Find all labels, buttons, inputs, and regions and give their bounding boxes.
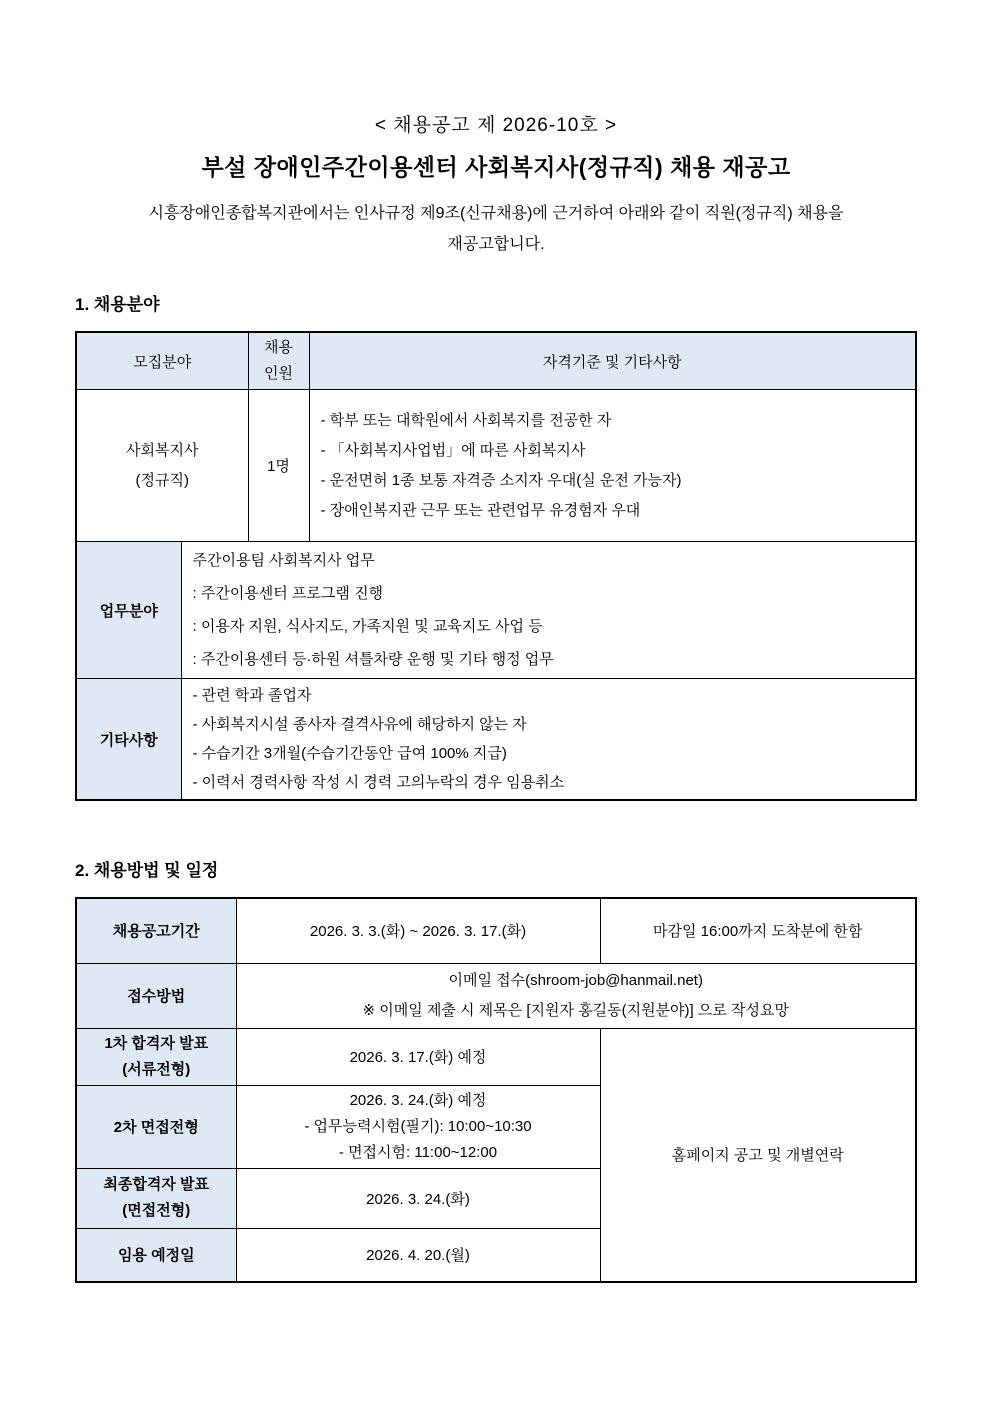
notice-number: < 채용공고 제 2026-10호 > [374,115,618,136]
notify-method-cell: 홈페이지 공고 및 개별연락 [600,1028,916,1282]
final-result-value: 2026. 3. 24.(화) [236,1168,600,1228]
recruitment-table [75,331,917,801]
final-result-label-line-2: (면접전형) [122,1202,191,1219]
qualification-item: - 「사회복지사업법」에 따른 사회복지사 [320,441,586,459]
second-interview-label: 2차 면접전형 [76,1085,236,1168]
position-cell [76,390,248,542]
headcount-cell: 1명 [248,390,309,542]
apply-method-line-1: 이메일 접수(shroom-job@hanmail.net) [448,971,703,989]
apply-method-line-2: ※ 이메일 제출 시 제목은 [지원자 홍길동(지원분야)] 으로 작성요망 [362,1001,789,1019]
document-content [75,0,917,1283]
duty-content-cell [181,542,916,679]
second-interview-line-1: 2026. 3. 24.(화) 예정 [349,1091,487,1109]
appointment-label: 임용 예정일 [76,1228,236,1282]
recruitment-table-header-row [76,332,916,390]
announce-period-value: 2026. 3. 3.(화) ~ 2026. 3. 17.(화) [236,898,600,963]
final-result-label-line-1: 최종합격자 발표 [103,1176,210,1193]
etc-item: - 관련 학과 졸업자 [192,687,312,704]
first-result-label [76,1028,236,1085]
duty-item: 주간이용팀 사회복지사 업무 [192,552,375,569]
announce-period-label: 채용공고기간 [76,898,236,963]
intro-paragraph [75,198,917,260]
qualifications-cell [309,390,916,542]
position-line-2: (정규직) [135,471,189,489]
duty-row [76,542,916,679]
etc-item: - 수습기간 3개월(수습기간동안 급여 100% 지급) [192,745,507,762]
duty-item: : 이용자 지원, 식사지도, 가족지원 및 교육지도 사업 등 [192,618,543,635]
apply-method-content [236,963,916,1028]
apply-method-label: 접수방법 [76,963,236,1028]
second-interview-line-3: - 면접시험: 11:00~12:00 [338,1143,498,1161]
section1-heading: 1. 채용분야 [75,295,160,314]
first-result-value: 2026. 3. 17.(화) 예정 [236,1028,600,1085]
headcount-header-line-1: 채용 [264,339,293,356]
qualification-item: - 장애인복지관 근무 또는 관련업무 유경험자 우대 [320,501,641,519]
first-result-row [76,1028,916,1085]
first-result-label-line-1: 1차 합격자 발표 [104,1034,209,1052]
headcount-header-line-2: 인원 [264,365,293,382]
duty-item: : 주간이용센터 프로그램 진행 [192,585,384,602]
duty-label-cell: 업무분야 [76,542,181,679]
announce-period-note: 마감일 16:00까지 도착분에 한함 [600,898,916,963]
etc-row [76,679,916,801]
schedule-table [75,897,917,1283]
appointment-value: 2026. 4. 20.(월) [236,1228,600,1282]
etc-content-cell [181,679,916,801]
second-interview-line-2: - 업무능력시험(필기): 10:00~10:30 [304,1117,532,1135]
section2-heading: 2. 채용방법 및 일정 [75,861,219,880]
position-line-1: 사회복지사 [126,441,199,459]
qualification-item: - 학부 또는 대학원에서 사회복지를 전공한 자 [320,411,612,429]
first-result-label-line-2: (서류전형) [122,1060,191,1078]
recruit-field-header: 모집분야 [76,332,248,390]
document-title: 부설 장애인주간이용센터 사회복지사(정규직) 채용 재공고 [201,154,791,180]
qualifications-header: 자격기준 및 기타사항 [309,332,916,390]
intro-line-2: 재공고합니다. [447,236,545,253]
etc-item: - 사회복지시설 종사자 결격사유에 해당하지 않는 자 [192,716,527,733]
intro-line-1: 시흥장애인종합복지관에서는 인사규정 제9조(신규채용)에 근거하여 아래와 같이 직원(정규직) 채용을 [148,205,844,222]
qualification-item: - 운전면허 1종 보통 자격증 소지자 우대(실 운전 가능자) [320,471,682,489]
etc-item: - 이력서 경력사항 작성 시 경력 고의누락의 경우 임용취소 [192,774,565,791]
duty-item: : 주간이용센터 등·하원 셔틀차량 운행 및 기타 행정 업무 [192,651,554,668]
position-row [76,390,916,542]
second-interview-value [236,1085,600,1168]
headcount-header [248,332,309,390]
final-result-label [76,1168,236,1228]
etc-label-cell: 기타사항 [76,679,181,801]
apply-method-row [76,963,916,1028]
announce-period-row [76,898,916,963]
